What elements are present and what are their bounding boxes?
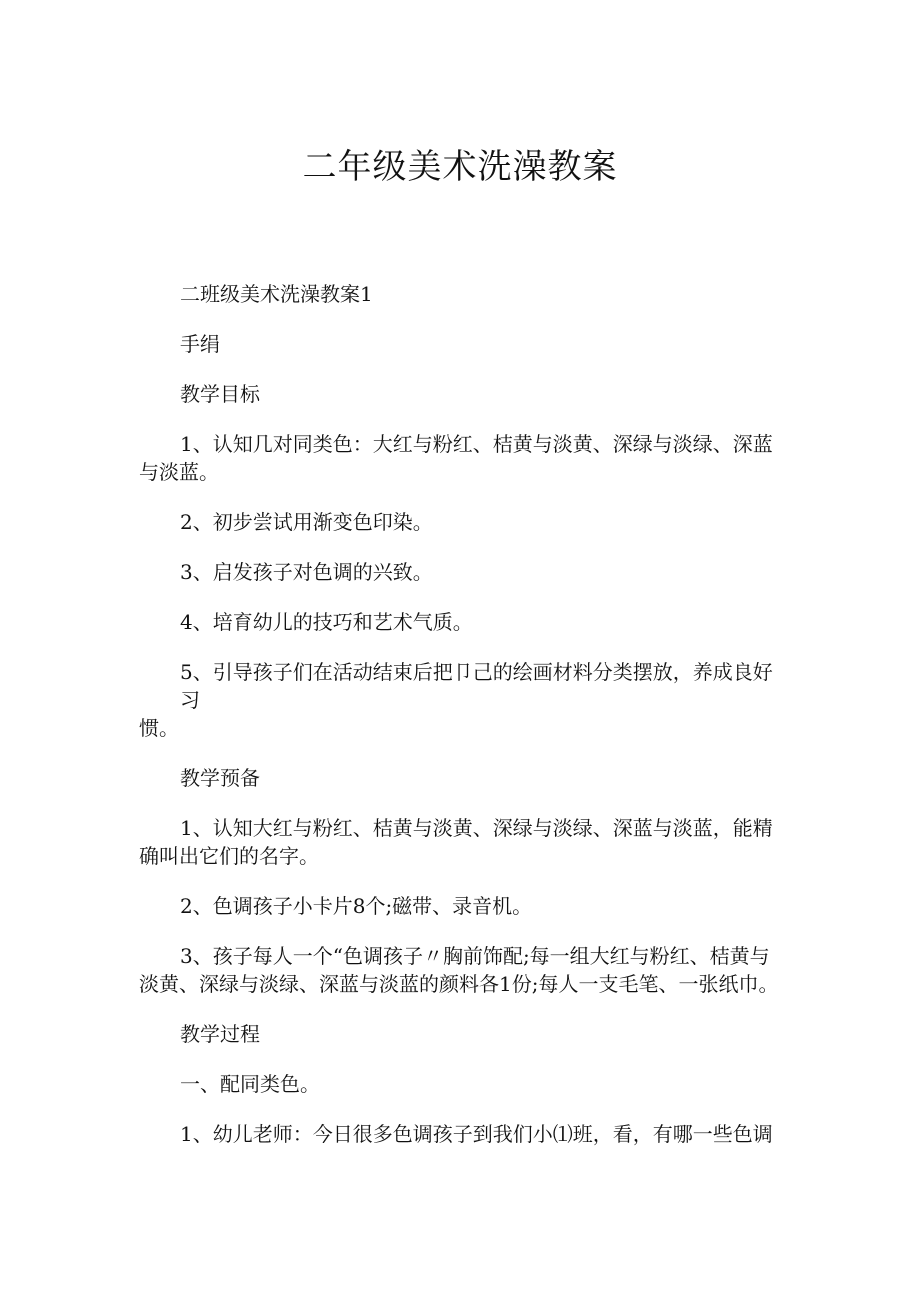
paragraph-line: 手绢: [180, 332, 220, 356]
paragraph: [139, 892, 789, 920]
paragraph: [139, 558, 789, 586]
paragraph: [139, 608, 789, 636]
paragraph-line: 1、认知大红与粉红、桔黄与淡黄、深绿与淡绿、深蓝与淡蓝，能精: [180, 816, 773, 840]
paragraph-line: 3、孩子每人一个“色调孩子〃胸前饰配;每一组大红与粉红、桔黄与: [180, 944, 770, 968]
paragraph-line: 惯。: [139, 716, 179, 740]
paragraph-line: 4、培育幼儿的技巧和艺术气质。: [180, 610, 473, 634]
document-body: [139, 280, 789, 1170]
paragraph: [139, 1020, 789, 1048]
paragraph-line: 2、初步尝试用渐变色印染。: [180, 510, 433, 534]
paragraph-line: 2、色调孩子小卡片8个;磁带、录音机。: [180, 894, 533, 918]
document-title: 二年级美术洗澡教案: [302, 147, 618, 187]
paragraph: [139, 430, 789, 486]
paragraph-line: 1、认知几对同类色：大红与粉红、桔黄与淡黄、深绿与淡绿、深蓝: [180, 432, 773, 456]
paragraph-line: 与淡蓝。: [139, 460, 219, 484]
paragraph-line: 教学目标: [180, 382, 260, 406]
paragraph-line: 二班级美术洗澡教案1: [180, 282, 373, 306]
paragraph-line: 3、启发孩子对色调的兴致。: [180, 560, 433, 584]
paragraph-line: 确叫出它们的名字。: [139, 844, 319, 868]
paragraph: [139, 380, 789, 408]
paragraph: [139, 508, 789, 536]
paragraph: [139, 1120, 789, 1148]
paragraph-line: 教学预备: [180, 766, 260, 790]
paragraph: [139, 814, 789, 870]
paragraph: [139, 280, 789, 308]
paragraph-line: 教学过程: [180, 1022, 260, 1046]
paragraph-line: 淡黄、深绿与淡绿、深蓝与淡蓝的颜料各1份;每人一支毛笔、一张纸巾。: [139, 972, 779, 996]
paragraph-line: 1、幼儿老师：今日很多色调孩子到我们小⑴班，看，有哪一些色调: [180, 1122, 773, 1146]
paragraph: [139, 658, 789, 742]
paragraph: [139, 942, 789, 998]
paragraph: [139, 330, 789, 358]
paragraph: [139, 764, 789, 792]
paragraph-line: 5、引导孩子们在活动结束后把卩己的绘画材料分类摆放，养成良好习: [180, 660, 773, 712]
paragraph: [139, 1070, 789, 1098]
paragraph-line: 一、配同类色。: [180, 1072, 320, 1096]
